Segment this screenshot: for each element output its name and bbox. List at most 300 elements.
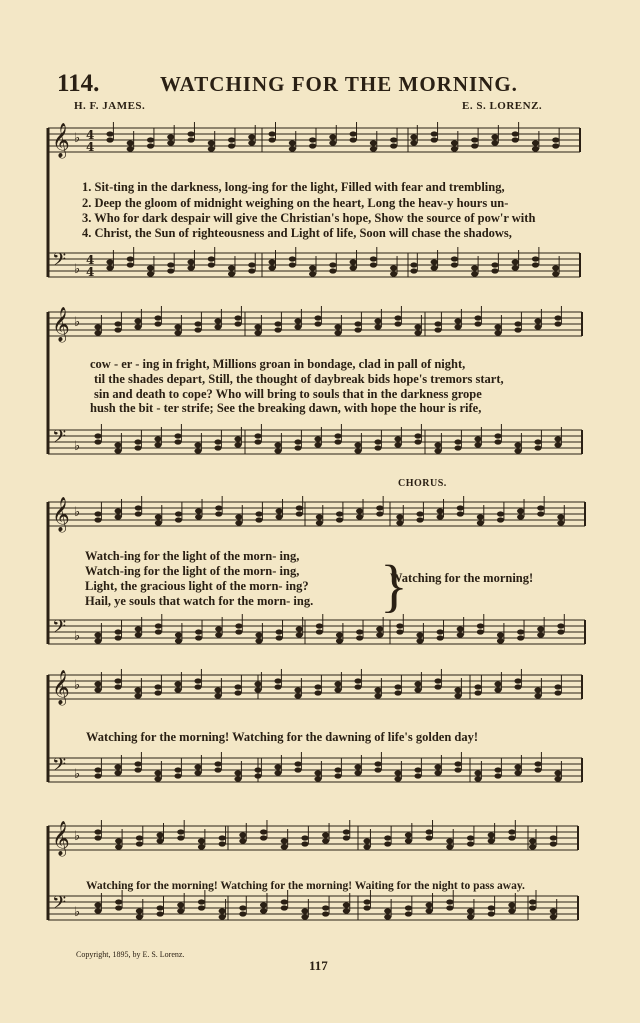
note-head-icon bbox=[154, 776, 161, 781]
lyric-line: Watching for the morning! Watching for the morning! Waiting for the night to pass away. bbox=[86, 880, 525, 892]
note-head-icon bbox=[208, 256, 215, 261]
note-head-icon bbox=[134, 445, 141, 450]
note-head-icon bbox=[334, 439, 341, 444]
note-head-icon bbox=[370, 262, 377, 267]
note-head-icon bbox=[314, 690, 321, 695]
note-head-icon bbox=[281, 899, 288, 904]
lyric-line: Hail, ye souls that watch for the morn- ing. bbox=[85, 594, 314, 608]
note-head-icon bbox=[426, 829, 433, 834]
note-head-icon bbox=[477, 623, 484, 628]
note-head-icon bbox=[390, 271, 397, 276]
note-head-icon bbox=[532, 140, 539, 145]
treble-staff bbox=[48, 820, 578, 857]
note-head-icon bbox=[219, 908, 226, 913]
note-head-icon bbox=[405, 832, 412, 837]
note-head-icon bbox=[376, 632, 383, 637]
note-head-icon bbox=[488, 832, 495, 837]
note-head-icon bbox=[134, 767, 141, 772]
note-head-icon bbox=[274, 764, 281, 769]
note-head-icon bbox=[446, 905, 453, 910]
note-head-icon bbox=[177, 829, 184, 834]
note-head-icon bbox=[329, 140, 336, 145]
flat-icon: ♭ bbox=[74, 629, 81, 644]
note-head-icon bbox=[552, 265, 559, 270]
note-head-icon bbox=[474, 776, 481, 781]
note-head-icon bbox=[106, 137, 113, 142]
note-head-icon bbox=[514, 321, 521, 326]
note-head-icon bbox=[167, 140, 174, 145]
note-head-icon bbox=[198, 899, 205, 904]
note-head-icon bbox=[322, 905, 329, 910]
note-head-icon bbox=[477, 514, 484, 519]
note-head-icon bbox=[537, 632, 544, 637]
note-head-icon bbox=[115, 899, 122, 904]
note-head-icon bbox=[260, 902, 267, 907]
note-head-icon bbox=[115, 514, 122, 519]
note-head-icon bbox=[134, 687, 141, 692]
note-head-icon bbox=[474, 770, 481, 775]
note-head-icon bbox=[471, 271, 478, 276]
note-head-icon bbox=[434, 442, 441, 447]
note-head-icon bbox=[234, 436, 241, 441]
note-head-icon bbox=[552, 137, 559, 142]
note-head-icon bbox=[497, 632, 504, 637]
note-head-icon bbox=[554, 436, 561, 441]
note-head-icon bbox=[384, 835, 391, 840]
note-head-icon bbox=[114, 442, 121, 447]
note-head-icon bbox=[374, 693, 381, 698]
note-head-icon bbox=[350, 265, 357, 270]
note-head-icon bbox=[309, 265, 316, 270]
note-head-icon bbox=[215, 505, 222, 510]
note-head-icon bbox=[471, 137, 478, 142]
note-head-icon bbox=[114, 764, 121, 769]
note-head-icon bbox=[451, 146, 458, 151]
note-head-icon bbox=[457, 511, 464, 516]
lyric-line: hush the bit - ter strife; See the breaking dawn, with hope the hour is rife, bbox=[90, 401, 482, 415]
time-signature-icon: 4 bbox=[86, 265, 95, 279]
note-head-icon bbox=[248, 140, 255, 145]
note-head-icon bbox=[488, 911, 495, 916]
note-head-icon bbox=[127, 140, 134, 145]
note-head-icon bbox=[94, 330, 101, 335]
note-head-icon bbox=[114, 321, 121, 326]
note-head-icon bbox=[517, 635, 524, 640]
note-head-icon bbox=[94, 908, 101, 913]
bass-clef-icon: 𝄢 bbox=[52, 755, 67, 780]
lyric-line: til the shades depart, Still, the thought of daybreak bids hope's tremors start, bbox=[94, 372, 504, 386]
note-head-icon bbox=[155, 520, 162, 525]
note-head-icon bbox=[294, 761, 301, 766]
note-head-icon bbox=[437, 635, 444, 640]
note-head-icon bbox=[554, 690, 561, 695]
note-head-icon bbox=[467, 835, 474, 840]
note-head-icon bbox=[147, 271, 154, 276]
note-head-icon bbox=[467, 841, 474, 846]
note-head-icon bbox=[537, 626, 544, 631]
note-head-icon bbox=[514, 764, 521, 769]
note-head-icon bbox=[167, 262, 174, 267]
note-head-icon bbox=[514, 327, 521, 332]
note-head-icon bbox=[175, 517, 182, 522]
note-head-icon bbox=[174, 773, 181, 778]
note-head-icon bbox=[374, 761, 381, 766]
note-head-icon bbox=[336, 517, 343, 522]
note-head-icon bbox=[239, 832, 246, 837]
note-head-icon bbox=[370, 146, 377, 151]
note-head-icon bbox=[289, 262, 296, 267]
note-head-icon bbox=[301, 914, 308, 919]
note-head-icon bbox=[434, 764, 441, 769]
note-head-icon bbox=[512, 265, 519, 270]
note-head-icon bbox=[529, 838, 536, 843]
note-head-icon bbox=[175, 632, 182, 637]
note-head-icon bbox=[147, 137, 154, 142]
bass-staff bbox=[48, 424, 582, 454]
note-head-icon bbox=[154, 315, 161, 320]
note-head-icon bbox=[394, 776, 401, 781]
note-head-icon bbox=[94, 773, 101, 778]
note-head-icon bbox=[214, 324, 221, 329]
note-head-icon bbox=[334, 433, 341, 438]
note-head-icon bbox=[235, 629, 242, 634]
note-head-icon bbox=[214, 693, 221, 698]
note-head-icon bbox=[446, 838, 453, 843]
note-head-icon bbox=[174, 330, 181, 335]
note-head-icon bbox=[174, 687, 181, 692]
note-head-icon bbox=[154, 436, 161, 441]
note-head-icon bbox=[187, 265, 194, 270]
note-head-icon bbox=[194, 678, 201, 683]
note-head-icon bbox=[174, 324, 181, 329]
note-head-icon bbox=[127, 256, 134, 261]
note-head-icon bbox=[451, 262, 458, 267]
note-head-icon bbox=[177, 902, 184, 907]
note-head-icon bbox=[356, 514, 363, 519]
note-head-icon bbox=[274, 448, 281, 453]
note-head-icon bbox=[115, 844, 122, 849]
note-head-icon bbox=[187, 259, 194, 264]
note-head-icon bbox=[281, 838, 288, 843]
note-head-icon bbox=[309, 143, 316, 148]
note-head-icon bbox=[260, 908, 267, 913]
note-head-icon bbox=[268, 131, 275, 136]
note-head-icon bbox=[374, 324, 381, 329]
note-head-icon bbox=[534, 693, 541, 698]
flat-icon: ♭ bbox=[74, 439, 81, 454]
note-head-icon bbox=[405, 838, 412, 843]
note-head-icon bbox=[414, 687, 421, 692]
note-head-icon bbox=[301, 835, 308, 840]
note-head-icon bbox=[174, 767, 181, 772]
note-head-icon bbox=[434, 448, 441, 453]
note-head-icon bbox=[309, 271, 316, 276]
note-head-icon bbox=[467, 914, 474, 919]
note-head-icon bbox=[474, 442, 481, 447]
note-head-icon bbox=[354, 764, 361, 769]
note-head-icon bbox=[239, 911, 246, 916]
note-head-icon bbox=[414, 773, 421, 778]
note-head-icon bbox=[289, 140, 296, 145]
note-head-icon bbox=[94, 433, 101, 438]
note-head-icon bbox=[354, 684, 361, 689]
note-head-icon bbox=[434, 321, 441, 326]
note-head-icon bbox=[94, 439, 101, 444]
note-head-icon bbox=[557, 514, 564, 519]
treble-staff bbox=[48, 669, 582, 706]
note-head-icon bbox=[363, 899, 370, 904]
note-head-icon bbox=[497, 511, 504, 516]
note-head-icon bbox=[414, 324, 421, 329]
note-head-icon bbox=[552, 271, 559, 276]
note-head-icon bbox=[384, 841, 391, 846]
note-head-icon bbox=[334, 324, 341, 329]
note-head-icon bbox=[508, 908, 515, 913]
note-head-icon bbox=[329, 134, 336, 139]
note-head-icon bbox=[431, 131, 438, 136]
note-head-icon bbox=[534, 445, 541, 450]
note-head-icon bbox=[114, 448, 121, 453]
note-head-icon bbox=[296, 511, 303, 516]
note-head-icon bbox=[557, 629, 564, 634]
note-head-icon bbox=[454, 767, 461, 772]
lyric-line: sin and death to cope? Who will bring to souls that in the darkness grope bbox=[94, 387, 482, 401]
bass-clef-icon: 𝄢 bbox=[52, 617, 67, 642]
note-head-icon bbox=[314, 684, 321, 689]
note-head-icon bbox=[384, 914, 391, 919]
note-head-icon bbox=[214, 767, 221, 772]
note-head-icon bbox=[296, 632, 303, 637]
note-head-icon bbox=[497, 517, 504, 522]
note-head-icon bbox=[134, 318, 141, 323]
note-head-icon bbox=[281, 844, 288, 849]
note-head-icon bbox=[537, 511, 544, 516]
note-head-icon bbox=[115, 508, 122, 513]
note-head-icon bbox=[154, 442, 161, 447]
note-head-icon bbox=[508, 902, 515, 907]
note-head-icon bbox=[394, 690, 401, 695]
note-head-icon bbox=[354, 442, 361, 447]
note-head-icon bbox=[174, 433, 181, 438]
note-head-icon bbox=[376, 505, 383, 510]
note-head-icon bbox=[414, 681, 421, 686]
note-head-icon bbox=[274, 684, 281, 689]
note-head-icon bbox=[457, 626, 464, 631]
note-head-icon bbox=[356, 635, 363, 640]
note-head-icon bbox=[431, 137, 438, 142]
bass-staff bbox=[48, 752, 582, 782]
note-head-icon bbox=[534, 767, 541, 772]
note-head-icon bbox=[474, 690, 481, 695]
note-head-icon bbox=[94, 517, 101, 522]
note-head-icon bbox=[514, 770, 521, 775]
note-head-icon bbox=[494, 330, 501, 335]
note-head-icon bbox=[322, 838, 329, 843]
note-head-icon bbox=[276, 629, 283, 634]
note-head-icon bbox=[434, 327, 441, 332]
lyric-line: 4. Christ, the Sun of righteousness and Light of life, Soon will chase the shadows, bbox=[82, 226, 512, 240]
note-head-icon bbox=[235, 623, 242, 628]
note-head-icon bbox=[135, 632, 142, 637]
note-head-icon bbox=[228, 143, 235, 148]
note-head-icon bbox=[363, 838, 370, 843]
note-head-icon bbox=[374, 687, 381, 692]
bass-staff bbox=[48, 247, 580, 279]
note-head-icon bbox=[410, 134, 417, 139]
note-head-icon bbox=[289, 146, 296, 151]
note-head-icon bbox=[114, 770, 121, 775]
note-head-icon bbox=[454, 693, 461, 698]
note-head-icon bbox=[454, 445, 461, 450]
note-head-icon bbox=[457, 632, 464, 637]
flat-icon: ♭ bbox=[74, 905, 81, 920]
note-head-icon bbox=[374, 767, 381, 772]
note-head-icon bbox=[405, 905, 412, 910]
note-head-icon bbox=[396, 629, 403, 634]
note-head-icon bbox=[350, 259, 357, 264]
note-head-icon bbox=[167, 134, 174, 139]
note-head-icon bbox=[410, 140, 417, 145]
note-head-icon bbox=[194, 770, 201, 775]
time-signature-icon: 4 bbox=[86, 140, 95, 154]
note-head-icon bbox=[215, 632, 222, 637]
note-head-icon bbox=[167, 268, 174, 273]
note-head-icon bbox=[494, 687, 501, 692]
note-head-icon bbox=[234, 315, 241, 320]
note-head-icon bbox=[437, 514, 444, 519]
note-head-icon bbox=[134, 324, 141, 329]
note-head-icon bbox=[194, 764, 201, 769]
note-head-icon bbox=[552, 143, 559, 148]
note-head-icon bbox=[294, 439, 301, 444]
bass-clef-icon: 𝄢 bbox=[52, 250, 67, 275]
note-head-icon bbox=[416, 517, 423, 522]
note-head-icon bbox=[334, 330, 341, 335]
note-head-icon bbox=[274, 327, 281, 332]
note-head-icon bbox=[532, 262, 539, 267]
note-head-icon bbox=[329, 262, 336, 267]
note-head-icon bbox=[316, 623, 323, 628]
note-head-icon bbox=[127, 262, 134, 267]
hymn-title: WATCHING FOR THE MORNING. bbox=[160, 72, 518, 96]
note-head-icon bbox=[136, 841, 143, 846]
note-head-icon bbox=[234, 442, 241, 447]
note-head-icon bbox=[155, 514, 162, 519]
note-head-icon bbox=[248, 134, 255, 139]
note-head-icon bbox=[214, 687, 221, 692]
note-head-icon bbox=[474, 321, 481, 326]
note-head-icon bbox=[494, 433, 501, 438]
copyright-notice: Copyright, 1895, by E. S. Lorenz. bbox=[76, 950, 185, 959]
note-head-icon bbox=[322, 911, 329, 916]
note-head-icon bbox=[274, 678, 281, 683]
note-head-icon bbox=[94, 632, 101, 637]
note-head-icon bbox=[376, 626, 383, 631]
note-head-icon bbox=[135, 505, 142, 510]
treble-clef-icon: 𝄞 bbox=[52, 307, 70, 342]
note-head-icon bbox=[248, 262, 255, 267]
note-head-icon bbox=[529, 905, 536, 910]
note-head-icon bbox=[154, 690, 161, 695]
note-head-icon bbox=[316, 514, 323, 519]
note-head-icon bbox=[508, 829, 515, 834]
note-head-icon bbox=[195, 629, 202, 634]
note-head-icon bbox=[234, 690, 241, 695]
note-head-icon bbox=[354, 321, 361, 326]
bass-staff bbox=[48, 890, 578, 920]
note-head-icon bbox=[434, 770, 441, 775]
note-head-icon bbox=[228, 271, 235, 276]
note-head-icon bbox=[254, 439, 261, 444]
note-head-icon bbox=[136, 908, 143, 913]
bass-staff bbox=[48, 614, 585, 644]
note-head-icon bbox=[550, 835, 557, 840]
note-head-icon bbox=[414, 433, 421, 438]
note-head-icon bbox=[508, 835, 515, 840]
note-head-icon bbox=[234, 684, 241, 689]
note-head-icon bbox=[491, 262, 498, 267]
note-head-icon bbox=[517, 514, 524, 519]
note-head-icon bbox=[491, 134, 498, 139]
note-head-icon bbox=[194, 684, 201, 689]
note-head-icon bbox=[314, 321, 321, 326]
note-head-icon bbox=[356, 508, 363, 513]
note-head-icon bbox=[219, 914, 226, 919]
note-head-icon bbox=[410, 262, 417, 267]
note-head-icon bbox=[215, 511, 222, 516]
bass-clef-icon: 𝄢 bbox=[52, 427, 67, 452]
note-head-icon bbox=[446, 844, 453, 849]
note-head-icon bbox=[147, 265, 154, 270]
note-head-icon bbox=[329, 268, 336, 273]
note-head-icon bbox=[474, 436, 481, 441]
note-head-icon bbox=[316, 629, 323, 634]
treble-clef-icon: 𝄞 bbox=[52, 670, 70, 705]
note-head-icon bbox=[534, 687, 541, 692]
treble-staff bbox=[48, 306, 582, 343]
note-head-icon bbox=[235, 514, 242, 519]
note-head-icon bbox=[156, 832, 163, 837]
note-head-icon bbox=[274, 442, 281, 447]
note-head-icon bbox=[94, 324, 101, 329]
note-head-icon bbox=[336, 632, 343, 637]
note-head-icon bbox=[514, 678, 521, 683]
note-head-icon bbox=[394, 321, 401, 326]
note-head-icon bbox=[198, 838, 205, 843]
note-head-icon bbox=[154, 684, 161, 689]
note-head-icon bbox=[334, 773, 341, 778]
note-head-icon bbox=[434, 678, 441, 683]
note-head-icon bbox=[268, 259, 275, 264]
note-head-icon bbox=[322, 832, 329, 837]
note-head-icon bbox=[532, 256, 539, 261]
note-head-icon bbox=[301, 908, 308, 913]
note-head-icon bbox=[114, 327, 121, 332]
note-head-icon bbox=[550, 908, 557, 913]
note-head-icon bbox=[156, 838, 163, 843]
note-head-icon bbox=[94, 687, 101, 692]
note-head-icon bbox=[314, 442, 321, 447]
note-head-icon bbox=[296, 626, 303, 631]
note-head-icon bbox=[343, 908, 350, 913]
note-head-icon bbox=[416, 638, 423, 643]
note-head-icon bbox=[532, 146, 539, 151]
note-head-icon bbox=[437, 508, 444, 513]
time-signature-icon: 4 bbox=[86, 128, 95, 142]
note-head-icon bbox=[314, 776, 321, 781]
note-head-icon bbox=[343, 902, 350, 907]
note-head-icon bbox=[554, 684, 561, 689]
